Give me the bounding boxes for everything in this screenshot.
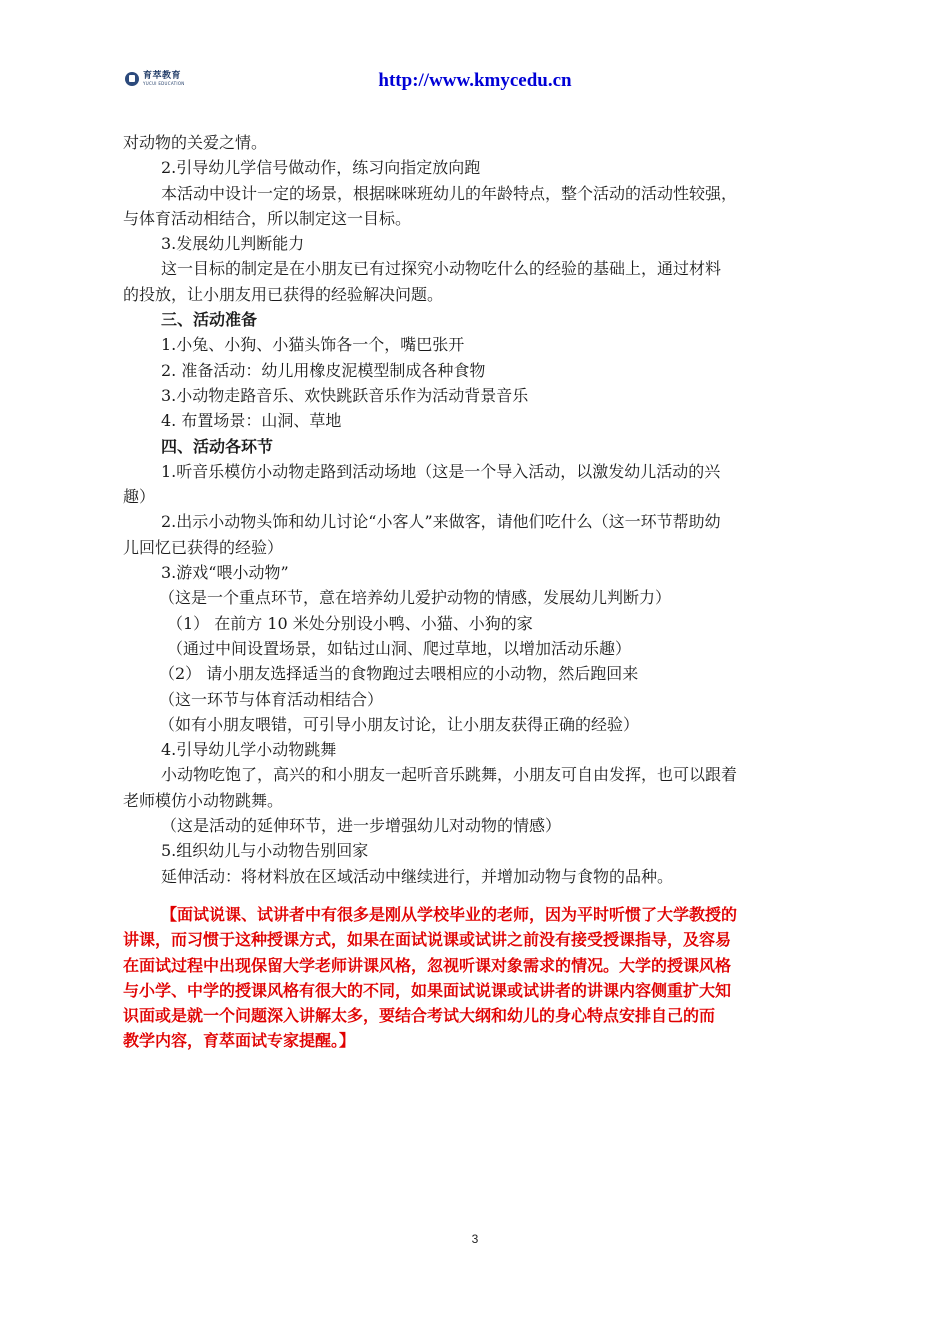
list-item: 2.出示小动物头饰和幼儿讨论“小客人”来做客，请他们吃什么（这一环节帮助幼 bbox=[161, 512, 721, 532]
paragraph-line: （这是一个重点环节，意在培养幼儿爱护动物的情感，发展幼儿判断力） bbox=[159, 588, 672, 608]
logo-chinese-name: 育萃教育 bbox=[143, 71, 182, 81]
paragraph-line: 的投放，让小朋友用已获得的经验解决问题。 bbox=[123, 284, 444, 304]
list-item: 1.小兔、小狗、小猫头饰各一个，嘴巴张开 bbox=[161, 335, 465, 355]
list-item: 3.游戏“喂小动物” bbox=[161, 563, 289, 583]
list-item: （2） 请小朋友选择适当的食物跑过去喂相应的小动物，然后跑回来 bbox=[159, 664, 639, 684]
list-item: （1） 在前方 10 米处分别设小鸭、小猫、小狗的家 bbox=[167, 613, 533, 633]
list-item: 1.听音乐模仿小动物走路到活动场地（这是一个导入活动，以激发幼儿活动的兴 bbox=[161, 461, 721, 481]
paragraph-line: 趣） bbox=[123, 487, 156, 507]
page-number: 3 bbox=[471, 1232, 479, 1246]
paragraph-line: 儿回忆已获得的经验） bbox=[123, 537, 284, 557]
paragraph-line: （如有小朋友喂错，可引导小朋友讨论，让小朋友获得正确的经验） bbox=[159, 714, 640, 734]
paragraph-line: 对动物的关爱之情。 bbox=[123, 133, 268, 152]
paragraph-line: 老师模仿小动物跳舞。 bbox=[123, 790, 284, 810]
notice-line: 教学内容，育萃面试专家提醒。】 bbox=[123, 1031, 356, 1051]
notice-line: 【面试说课、试讲者中有很多是刚从学校毕业的老师，因为平时听惯了大学教授的 bbox=[161, 905, 738, 924]
paragraph-line: 2.引导幼儿学信号做动作，练习向指定放向跑 bbox=[161, 158, 481, 178]
list-item: 4.引导幼儿学小动物跳舞 bbox=[161, 740, 337, 760]
paragraph-line: （这是活动的延伸环节，进一步增强幼儿对动物的情感） bbox=[161, 816, 562, 836]
notice-line: 识面或是就一个问题深入讲解太多，要结合考试大纲和幼儿的身心特点安排自己的而 bbox=[123, 1006, 716, 1026]
interview-tip-notice bbox=[123, 902, 845, 1054]
paragraph-line: 本活动中设计一定的场景，根据咪咪班幼儿的年龄特点，整个活动的活动性较强， bbox=[161, 183, 738, 203]
list-item: 2. 准备活动：幼儿用橡皮泥模型制成各种食物 bbox=[161, 360, 486, 380]
section-heading: 三、活动准备 bbox=[161, 310, 258, 330]
paragraph-line: 与体育活动相结合，所以制定这一目标。 bbox=[123, 208, 412, 228]
list-item: 4. 布置场景：山洞、草地 bbox=[161, 411, 342, 431]
section-heading: 四、活动各环节 bbox=[161, 436, 274, 456]
list-item: 3.小动物走路音乐、欢快跳跃音乐作为活动背景音乐 bbox=[161, 385, 529, 405]
notice-line: 与小学、中学的授课风格有很大的不同，如果面试说课或试讲者的讲课内容侧重扩大知 bbox=[123, 980, 732, 1000]
paragraph-line: 小动物吃饱了，高兴的和小朋友一起听音乐跳舞，小朋友可自由发挥，也可以跟着 bbox=[161, 765, 738, 785]
document-body bbox=[123, 130, 843, 889]
paragraph-line: （通过中间设置场景，如钻过山洞、爬过草地，以增加活动乐趣） bbox=[167, 638, 632, 658]
paragraph-line: 这一目标的制定是在小朋友已有过探究小动物吃什么的经验的基础上，通过材料 bbox=[161, 259, 722, 279]
paragraph-line: （这一环节与体育活动相结合） bbox=[159, 689, 384, 709]
list-item: 5.组织幼儿与小动物告别回家 bbox=[161, 841, 369, 861]
logo-english-name: YUCUI EDUCATION bbox=[143, 81, 185, 86]
notice-line: 在面试过程中出现保留大学老师讲课风格，忽视听课对象需求的情况。大学的授课风格 bbox=[123, 955, 732, 975]
paragraph-line: 3.发展幼儿判断能力 bbox=[161, 234, 305, 254]
header-url-link[interactable]: http://www.kmycedu.cn bbox=[378, 70, 572, 91]
paragraph-line: 延伸活动：将材料放在区域活动中继续进行，并增加动物与食物的品种。 bbox=[161, 866, 674, 886]
notice-line: 讲课，而习惯于这种授课方式，如果在面试说课或试讲之前没有接受授课指导，及容易 bbox=[123, 930, 732, 950]
